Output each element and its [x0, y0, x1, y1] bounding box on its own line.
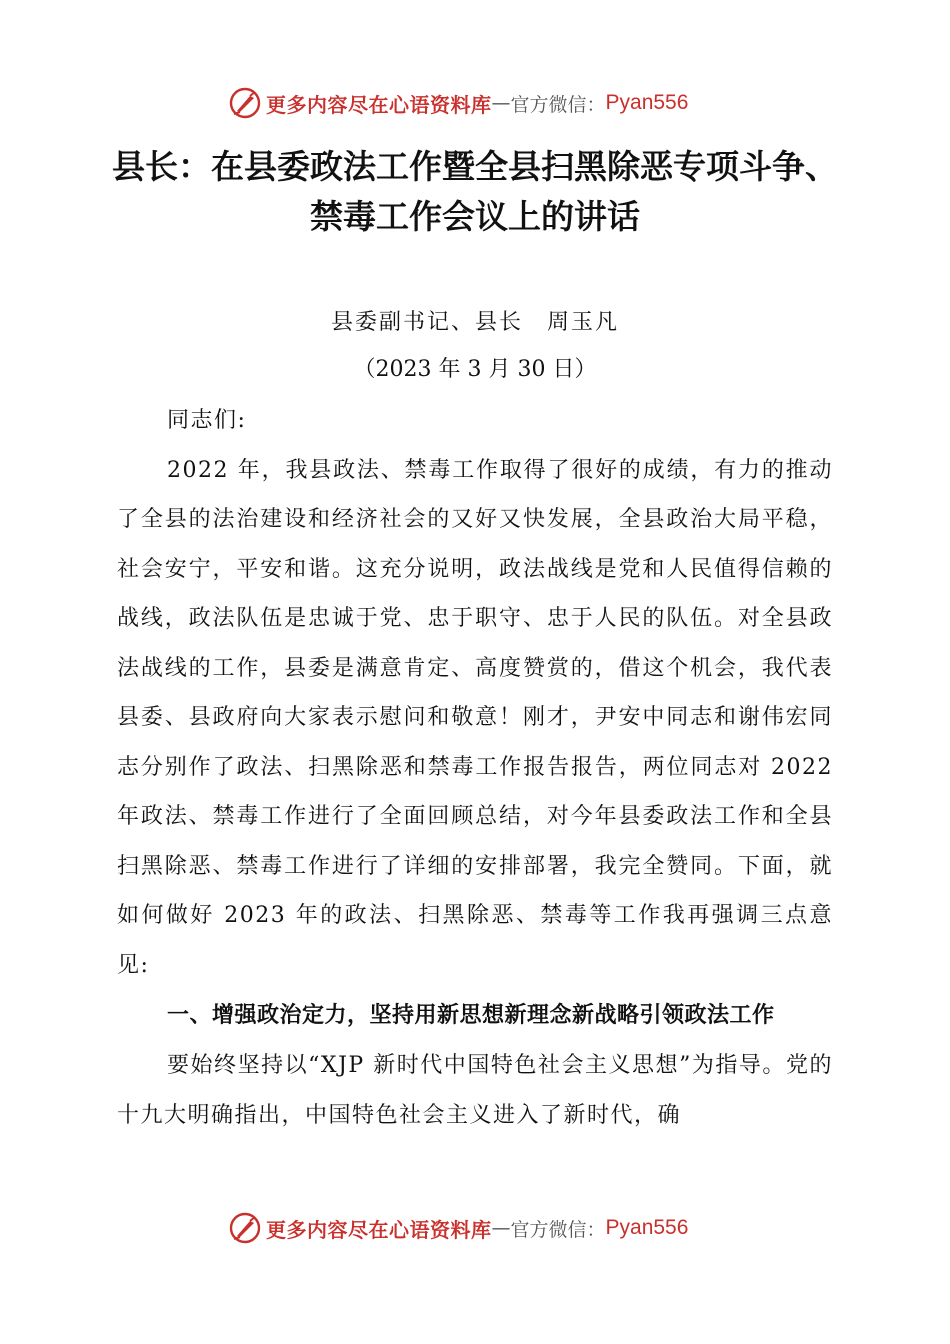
watermark-wechat-id: Pyan556 [605, 91, 689, 114]
document-body [117, 396, 833, 1140]
watermark-text: 更多内容尽在心语资料库 [266, 1217, 492, 1242]
section-heading-1: 一、增强政治定力，坚持用新思想新理念新战略引领政法工作 [167, 1003, 775, 1028]
watermark-dash: — [491, 1217, 511, 1239]
watermark-footer [228, 1211, 688, 1245]
salutation: 同志们: [167, 408, 247, 433]
speaker-byline: 县委副书记、县长 周玉凡 [330, 310, 619, 335]
document-title: 县长：在县委政法工作暨全县扫黑除恶专项斗争、禁毒工作会议上的讲话 [112, 147, 838, 236]
body-paragraph-1: 2022 年，我县政法、禁毒工作取得了很好的成绩，有力的推动了全县的法治建设和经济社会的又好又快发展，全县政治大局平稳，社会安宁，平安和谐。这充分说明，政法战线是党和人民值得信赖的战线，政法队伍是忠诚于党、忠于职守、忠于人民的队伍。对全县政法战线的工作，县委是满意肯定、高度赞赏的，借这个机会，我代表县委、县政府向大家表示慰问和敬意！刚才，尹安中同志和谢伟宏同志分别作了政法、扫黑除恶和禁毒工作报告报告，两位同志对 2022 年政法、禁毒工作进行了全面回顾总结，对今年县委政法工作和全县扫黑除恶、禁毒工作进行了详细的安排部署，我完全赞同。下面，就如何做好 2023 年的政法、扫黑除恶、禁毒等工作我再强调三点意见: [117, 457, 833, 978]
watermark-header [228, 86, 688, 120]
watermark-label: 官方微信： [510, 1218, 606, 1241]
watermark-dash: — [491, 92, 511, 114]
watermark-label: 官方微信： [510, 93, 606, 116]
quill-logo-icon [228, 86, 262, 120]
watermark-wechat-id: Pyan556 [605, 1216, 689, 1239]
speech-date: （2023 年 3 月 30 日） [353, 357, 597, 382]
quill-logo-icon [228, 1211, 262, 1245]
watermark-text: 更多内容尽在心语资料库 [266, 92, 492, 117]
body-paragraph-2: 要始终坚持以“XJP 新时代中国特色社会主义思想”为指导。党的十九大明确指出，中国特色社会主义进入了新时代，确 [117, 1053, 833, 1128]
